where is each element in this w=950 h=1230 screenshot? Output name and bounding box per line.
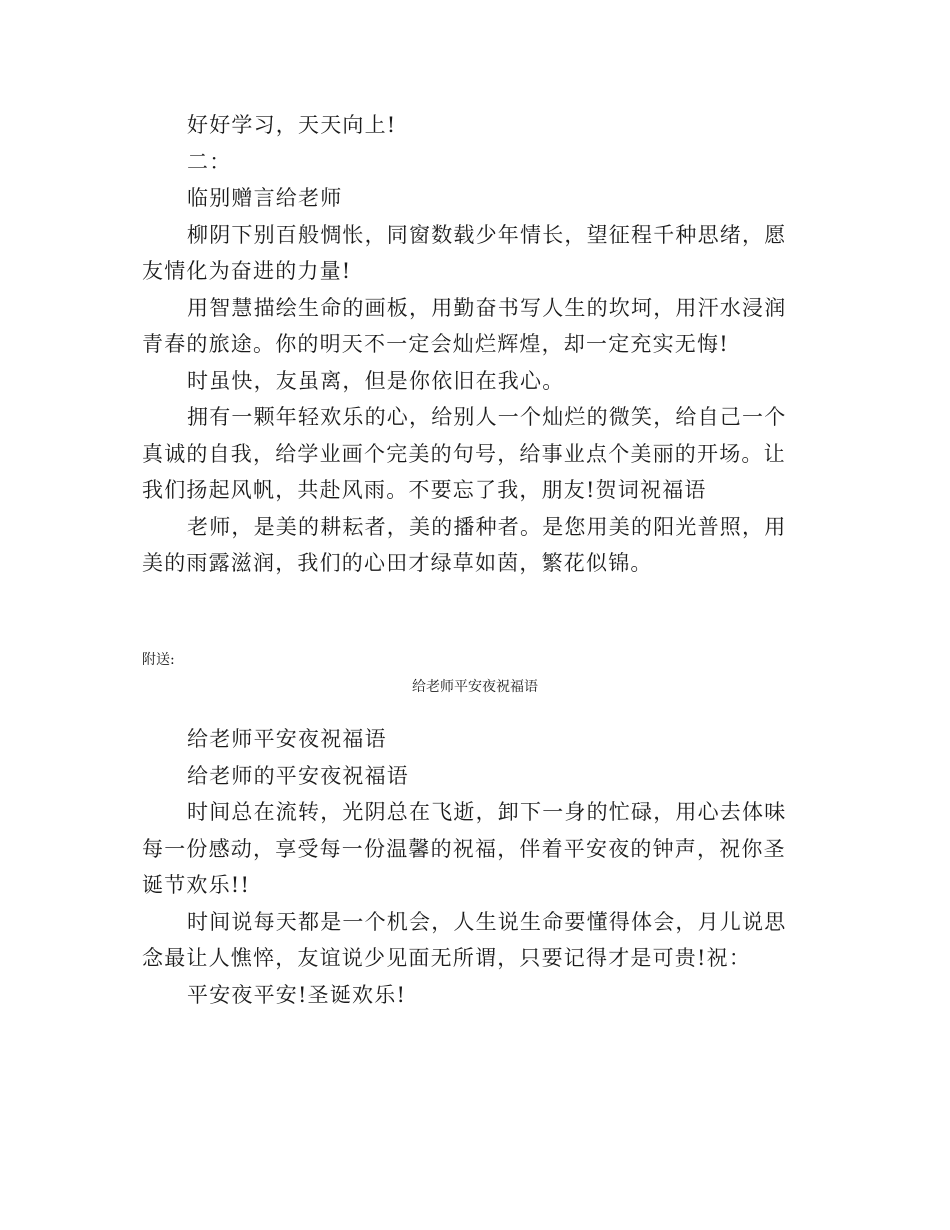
- section-number: 二：: [187, 149, 232, 174]
- main-section: [142, 107, 802, 582]
- paragraph-study-slogan: 好好学习，天天向上!: [187, 113, 397, 137]
- appendix-section: [142, 721, 802, 1013]
- appendix-subheading: 给老师的平安夜祝福语: [187, 763, 409, 788]
- paragraph-time-friend: 时虽快，友虽离，但是你依旧在我心。: [187, 368, 565, 393]
- appendix-title: 给老师平安夜祝福语: [412, 679, 538, 695]
- appendix-label: 附送:: [142, 652, 175, 668]
- paragraph-young-heart: 拥有一颗年轻欢乐的心，给别人一个灿烂的微笑，给自己一个真诚的自我，给学业画个完美的句号，给事业点个美丽的开场。让我们扬起风帆，共赴风雨。不要忘了我，朋友!贺词祝福语: [142, 405, 787, 502]
- paragraph-closing-wish: 平安夜平安!圣诞欢乐!: [187, 982, 407, 1007]
- appendix-heading: 给老师平安夜祝福语: [187, 727, 387, 751]
- paragraph-time-says: 时间说每天都是一个机会，人生说生命要懂得体会，月儿说思念最让人憔悴，友谊说少见面无所谓，只要记得才是可贵!祝：: [142, 909, 787, 970]
- paragraph-farewell-willow: 柳阴下别百般惆怅，同窗数载少年情长，望征程千种思绪，愿友情化为奋进的力量!: [142, 222, 787, 283]
- paragraph-wisdom: 用智慧描绘生命的画板，用勤奋书写人生的坎坷，用汗水浸润青春的旅途。你的明天不一定会灿烂辉煌，却一定充实无悔!: [142, 295, 787, 356]
- section-heading: 临别赠言给老师: [187, 186, 343, 210]
- paragraph-teacher-beauty: 老师，是美的耕耘者，美的播种者。是您用美的阳光普照，用美的雨露滋润，我们的心田才绿草如茵，繁花似锦。: [142, 514, 787, 575]
- paragraph-time-flows: 时间总在流转，光阴总在飞逝，卸下一身的忙碌，用心去体味每一份感动，享受每一份温馨的祝福，伴着平安夜的钟声，祝你圣诞节欢乐!!: [142, 800, 787, 897]
